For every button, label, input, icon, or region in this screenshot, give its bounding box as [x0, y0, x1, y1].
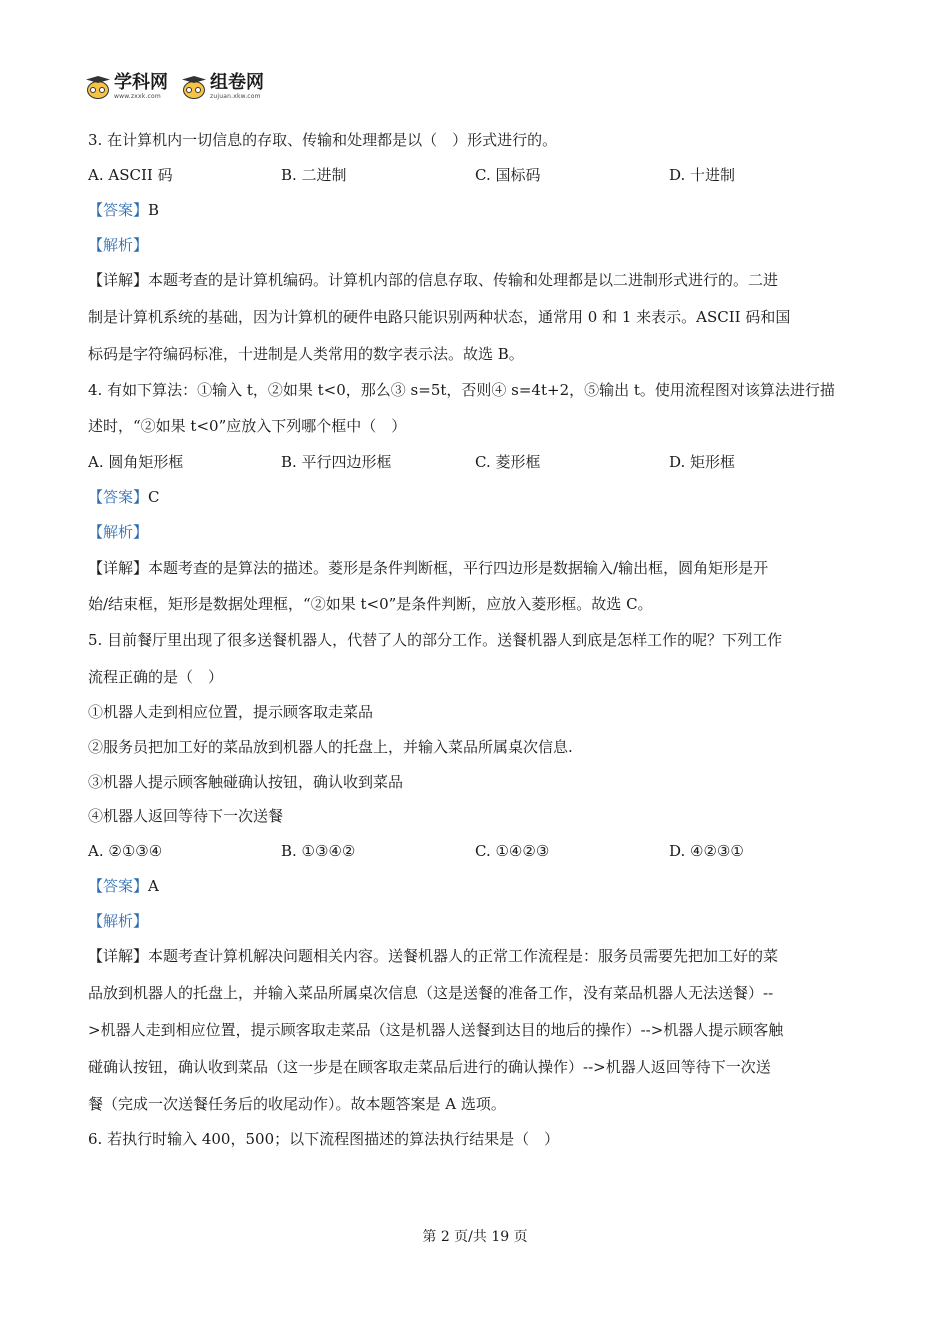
detail-tag: 【详解】: [88, 947, 149, 965]
detail-line: 始/结束框，矩形是数据处理框，“②如果 t<0”是条件判断，应放入菱形框。故选 C。: [88, 595, 653, 613]
question-6-stem: 6. 若执行时输入 400，500；以下流程图描述的算法执行结果是（ ）: [88, 1130, 560, 1148]
detail-line: 【详解】本题考查计算机解决问题相关内容。送餐机器人的正常工作流程是：服务员需要先把加工好的菜: [88, 947, 779, 965]
zujuan-logo[interactable]: [182, 74, 264, 100]
option-c: C. 国标码: [475, 166, 541, 184]
question-3-stem: 3. 在计算机内一切信息的存取、传输和处理都是以（ ）形式进行的。: [88, 131, 558, 149]
detail-line: 餐（完成一次送餐任务后的收尾动作）。故本题答案是 A 选项。: [88, 1095, 506, 1113]
xkw-logo[interactable]: [86, 74, 168, 100]
detail-tag: 【详解】: [88, 271, 149, 289]
detail-line: 标码是字符编码标准，十进制是人类常用的数字表示法。故选 B。: [88, 345, 524, 363]
logo-name: 组卷网: [210, 72, 264, 93]
detail-line: 制是计算机系统的基础，因为计算机的硬件电路只能识别两种状态，通常用 0 和 1 来表示。ASCII 码和国: [88, 308, 791, 326]
analysis-tag: 【解析】: [88, 523, 149, 541]
logo-url: www.zxxk.com: [114, 93, 161, 100]
detail-line: >机器人走到相应位置，提示顾客取走菜品（这是机器人送餐到达目的地后的操作）-->机器人提示顾客触: [88, 1021, 784, 1039]
step-item: ③机器人提示顾客触碰确认按钮，确认收到菜品: [88, 773, 404, 791]
question-5-stem: 5. 目前餐厅里出现了很多送餐机器人，代替了人的部分工作。送餐机器人到底是怎样工作的呢？下列工作: [88, 631, 783, 649]
analysis-tag: 【解析】: [88, 912, 149, 930]
answer-tag: 【答案】: [88, 201, 149, 219]
step-item: ①机器人走到相应位置，提示顾客取走菜品: [88, 703, 374, 721]
answer-line: [88, 487, 160, 507]
logo-name: 学科网: [114, 72, 168, 93]
answer-tag: 【答案】: [88, 877, 149, 895]
option-d: D. 矩形框: [669, 453, 736, 471]
analysis-tag: 【解析】: [88, 236, 149, 254]
option-a: A. ASCII 码: [88, 166, 173, 184]
answer-tag: 【答案】: [88, 488, 149, 506]
answer-value: A: [148, 877, 159, 895]
answer-value: C: [148, 488, 160, 506]
page-header: [86, 70, 264, 104]
answer-line: [88, 876, 159, 896]
option-c: C. ①④②③: [475, 842, 550, 860]
option-a: A. 圆角矩形框: [88, 453, 184, 471]
step-item: ④机器人返回等待下一次送餐: [88, 807, 284, 825]
mascot-icon: [86, 75, 110, 99]
detail-line: 碰确认按钮，确认收到菜品（这一步是在顾客取走菜品后进行的确认操作）-->机器人返回等待下一次送: [88, 1058, 771, 1076]
step-item: ②服务员把加工好的菜品放到机器人的托盘上，并输入菜品所属桌次信息.: [88, 738, 573, 756]
detail-line: 【详解】本题考查的是算法的描述。菱形是条件判断框，平行四边形是数据输入/输出框，圆角矩形是开: [88, 559, 769, 577]
option-a: A. ②①③④: [88, 842, 163, 860]
question-4-stem: 述时，“②如果 t<0”应放入下列哪个框中（ ）: [88, 417, 407, 435]
question-5-stem: 流程正确的是（ ）: [88, 668, 224, 686]
logo-url: zujuan.xkw.com: [210, 93, 261, 100]
detail-line: 品放到机器人的托盘上，并输入菜品所属桌次信息（这是送餐的准备工作，没有菜品机器人无法送餐）--: [88, 984, 774, 1002]
answer-line: [88, 200, 159, 220]
option-b: B. 二进制: [281, 166, 347, 184]
answer-value: B: [148, 201, 160, 219]
option-b: B. 平行四边形框: [281, 453, 392, 471]
detail-tag: 【详解】: [88, 559, 149, 577]
page-number: 第 2 页/共 19 页: [422, 1229, 528, 1245]
option-d: D. ④②③①: [669, 842, 744, 860]
option-c: C. 菱形框: [475, 453, 541, 471]
option-b: B. ①③④②: [281, 842, 356, 860]
detail-line: 【详解】本题考查的是计算机编码。计算机内部的信息存取、传输和处理都是以二进制形式进行的。二进: [88, 271, 779, 289]
mascot-icon: [182, 75, 206, 99]
question-4-stem: 4. 有如下算法：①输入 t，②如果 t<0，那么③ s=5t，否则④ s=4t+2，⑤输出 t。使用流程图对该算法进行描: [88, 381, 835, 399]
option-d: D. 十进制: [669, 166, 736, 184]
